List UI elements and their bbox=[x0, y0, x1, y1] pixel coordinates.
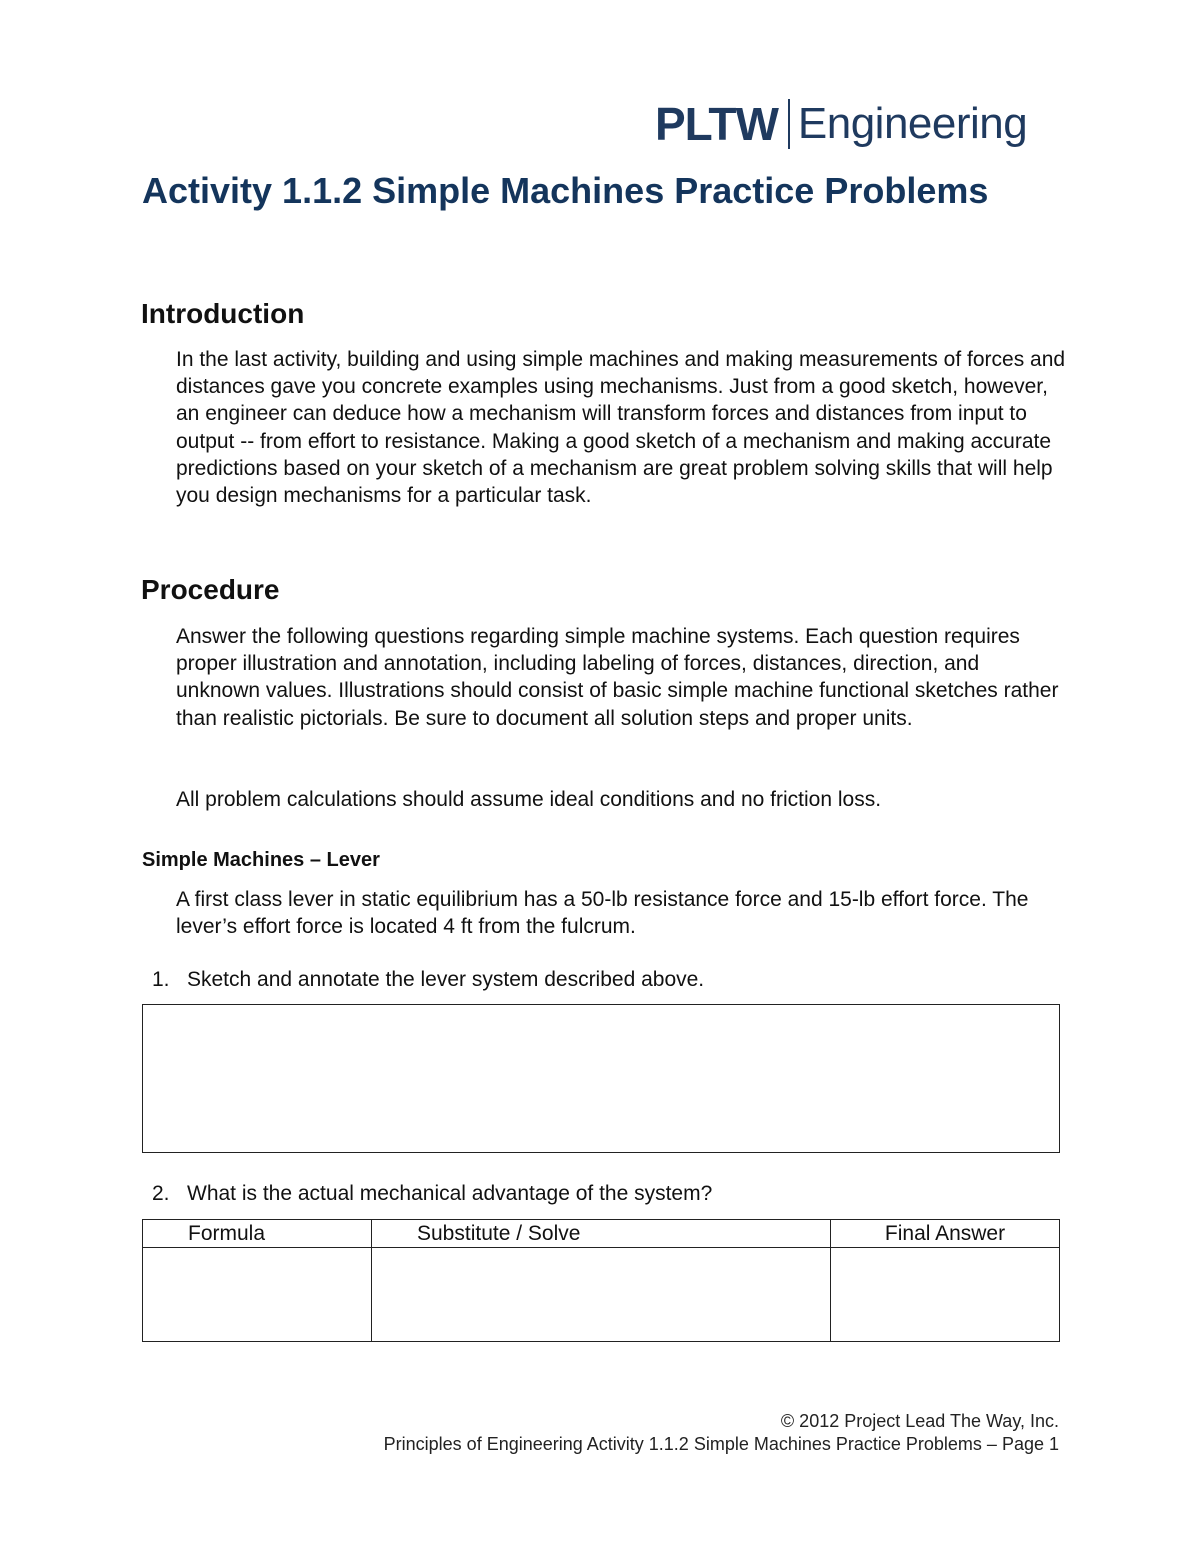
question-number: 1. bbox=[152, 968, 170, 991]
page-title: Activity 1.1.2 Simple Machines Practice Problems bbox=[142, 170, 989, 211]
procedure-text: Answer the following questions regarding simple machine systems. Each question requires proper illustration and annotation, including labeling of forces, distances, direction, and unknown values. Illustrations should consist of basic simple machine functional sketches rather than realistic pictorials. Be sure to document all solution steps and proper units. bbox=[176, 625, 1059, 730]
formula-cell[interactable] bbox=[143, 1248, 372, 1342]
substitute-solve-cell[interactable] bbox=[372, 1248, 831, 1342]
procedure-assumption-text: All problem calculations should assume ideal conditions and no friction loss. bbox=[176, 788, 882, 811]
table-row bbox=[143, 1248, 1060, 1342]
question-1 bbox=[152, 968, 704, 992]
final-answer-cell[interactable] bbox=[831, 1248, 1060, 1342]
header-substitute-solve: Substitute / Solve bbox=[372, 1220, 831, 1248]
header-final-answer: Final Answer bbox=[831, 1220, 1060, 1248]
pltw-engineering-logo bbox=[655, 96, 1027, 152]
question-text: What is the actual mechanical advantage of the system? bbox=[187, 1182, 713, 1205]
question-number: 2. bbox=[152, 1182, 170, 1205]
lever-section-heading: Simple Machines – Lever bbox=[142, 849, 380, 871]
logo-subtitle: Engineering bbox=[797, 99, 1028, 148]
footer-copyright: © 2012 Project Lead The Way, Inc. bbox=[780, 1411, 1059, 1431]
lever-problem-text: A first class lever in static equilibrium has a 50-lb resistance force and 15-lb effort force. The lever’s effort force is located 4 ft from the fulcrum. bbox=[176, 888, 1029, 939]
introduction-text: In the last activity, building and using simple machines and making measurements of forces and distances gave you concrete examples using mechanisms. Just from a good sketch, however, an engineer can deduce how a mechanism will transform forces and distances from input to output -- from effort to resistance. Making a good sketch of a mechanism and making accurate predictions based on your sketch of a mechanism are great problem solving skills that will help you design mechanisms for a particular task. bbox=[176, 348, 1066, 508]
table-header-row bbox=[143, 1220, 1060, 1248]
sketch-answer-box[interactable] bbox=[142, 1004, 1060, 1153]
logo-divider bbox=[788, 99, 790, 149]
footer-page-info: Principles of Engineering Activity 1.1.2 Simple Machines Practice Problems – Page 1 bbox=[383, 1434, 1059, 1454]
procedure-heading: Procedure bbox=[141, 574, 280, 605]
header-formula: Formula bbox=[143, 1220, 372, 1248]
logo-brand: PLTW bbox=[655, 98, 778, 150]
question-text: Sketch and annotate the lever system described above. bbox=[187, 968, 705, 991]
introduction-heading: Introduction bbox=[141, 298, 305, 329]
question-2 bbox=[152, 1182, 712, 1206]
answer-table bbox=[142, 1219, 1060, 1342]
